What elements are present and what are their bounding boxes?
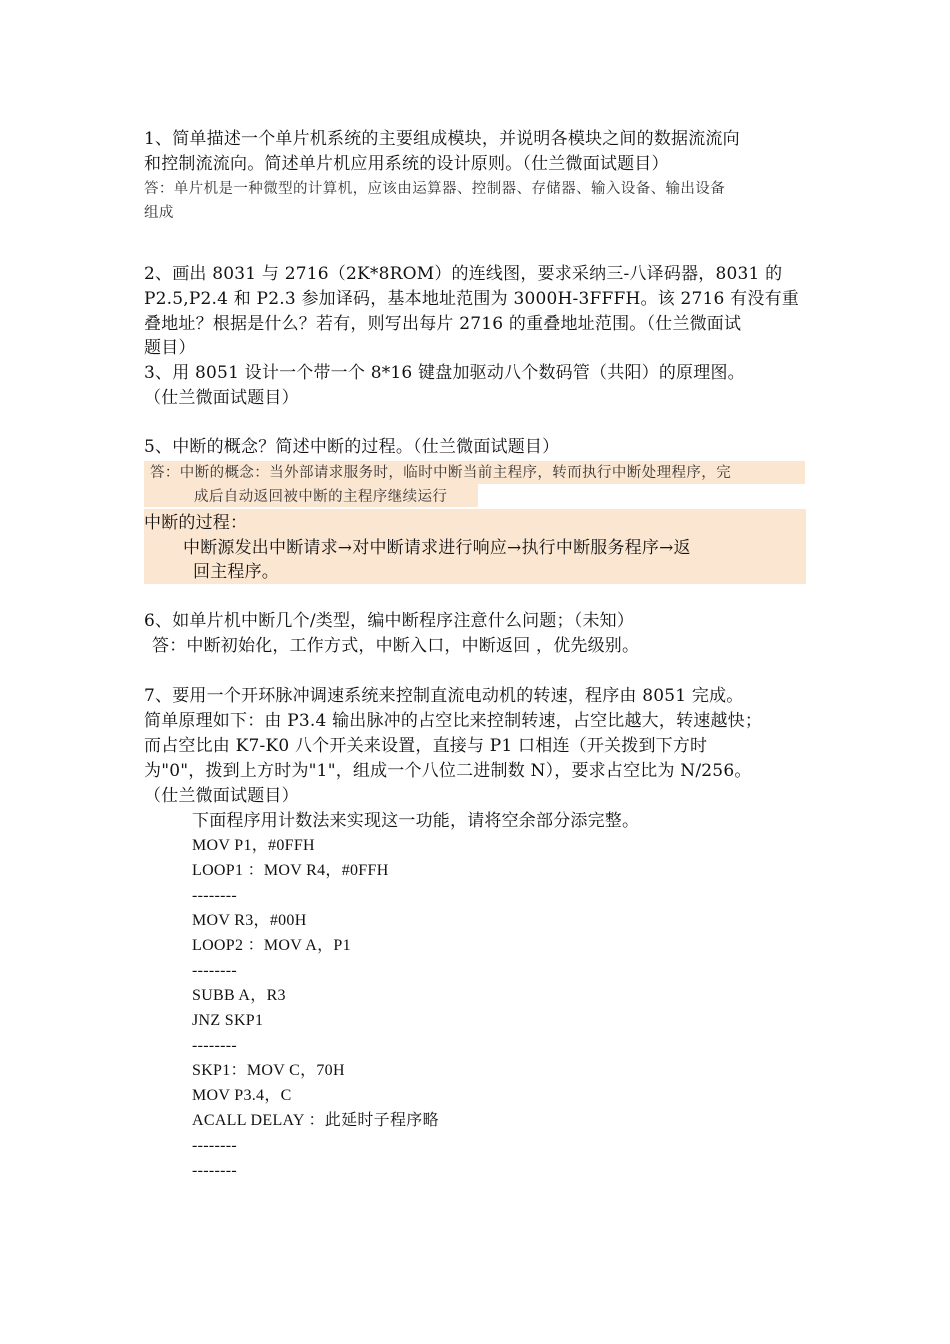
q7-line-5: （仕兰微面试题目）	[144, 786, 299, 806]
code-line: MOV P1，#0FFH	[192, 837, 315, 854]
q5-process-title: 中断的过程：	[144, 513, 248, 533]
q5-answer-line-1: 答：中断的概念：当外部请求服务时，临时中断当前主程序，转而执行中断处理程序，完	[150, 465, 732, 481]
q7-line-3: 而占空比由 K7-K0 八个开关来设置，直接与 P1 口相连（开关拨到下方时	[144, 736, 708, 756]
q2-line-3: 叠地址？根据是什么？若有，则写出每片 2716 的重叠地址范围。（仕兰微面试	[144, 314, 742, 334]
q6-answer: 答：中断初始化，工作方式，中断入口，中断返回 ，优先级别。	[152, 636, 640, 656]
q2-line-4: 题目）	[144, 338, 196, 358]
q2-line-2: P2.5,P2.4 和 P2.3 参加译码，基本地址范围为 3000H-3FFFH。该 2716 有没有重	[144, 289, 799, 309]
code-blank-line: --------	[192, 1037, 238, 1054]
code-line: SUBB A，R3	[192, 987, 286, 1004]
q5-line-1: 5、中断的概念？简述中断的过程。（仕兰微面试题目）	[144, 437, 560, 457]
q7-line-2: 简单原理如下：由 P3.4 输出脉冲的占空比来控制转速，占空比越大，转速越快；	[144, 711, 763, 731]
q7-intro: 下面程序用计数法来实现这一功能，请将空余部分添完整。	[192, 811, 640, 831]
q6-line-1: 6、如单片机中断几个/类型，编中断程序注意什么问题；（未知）	[144, 611, 635, 631]
q5-answer-line-2: 成后自动返回被中断的主程序继续运行	[194, 489, 448, 505]
q5-process-line-1: 中断源发出中断请求→对中断请求进行响应→执行中断服务程序→返	[183, 538, 691, 558]
q5-process-line-2: 回主程序。	[193, 562, 279, 582]
code-blank-line: --------	[192, 962, 238, 979]
q7-line-4: 为"0"，拨到上方时为"1"，组成一个八位二进制数 N），要求占空比为 N/256。	[144, 761, 752, 781]
code-line: JNZ SKP1	[192, 1012, 264, 1029]
code-blank-line: --------	[192, 887, 238, 904]
q7-line-1: 7、要用一个开环脉冲调速系统来控制直流电动机的转速，程序由 8051 完成。	[144, 686, 744, 706]
code-blank-line: --------	[192, 1162, 238, 1179]
q3-line-2: （仕兰微面试题目）	[144, 388, 299, 408]
code-blank-line: --------	[192, 1137, 238, 1154]
q1-answer-line-2: 组成	[144, 205, 174, 221]
q2-line-1: 2、画出 8031 与 2716（2K*8ROM）的连线图，要求采纳三-八译码器，8031 的	[144, 264, 783, 284]
code-line: SKP1：MOV C，70H	[192, 1062, 345, 1079]
code-line: MOV P3.4，C	[192, 1087, 292, 1104]
q1-line-2: 和控制流流向。简述单片机应用系统的设计原则。（仕兰微面试题目）	[144, 154, 669, 174]
code-line: LOOP1 ：MOV R4，#0FFH	[192, 862, 389, 879]
code-line: MOV R3，#00H	[192, 912, 307, 929]
q1-line-1: 1、简单描述一个单片机系统的主要组成模块，并说明各模块之间的数据流流向	[144, 129, 740, 149]
code-line: LOOP2 ：MOV A，P1	[192, 937, 351, 954]
q3-line-1: 3、用 8051 设计一个带一个 8*16 键盘加驱动八个数码管（共阳）的原理图。	[144, 363, 745, 383]
code-line: ACALL DELAY ：此延时子程序略	[192, 1112, 439, 1129]
q1-answer-line-1: 答：单片机是一种微型的计算机，应该由运算器、控制器、存储器、输入设备、输出设备	[144, 181, 726, 197]
